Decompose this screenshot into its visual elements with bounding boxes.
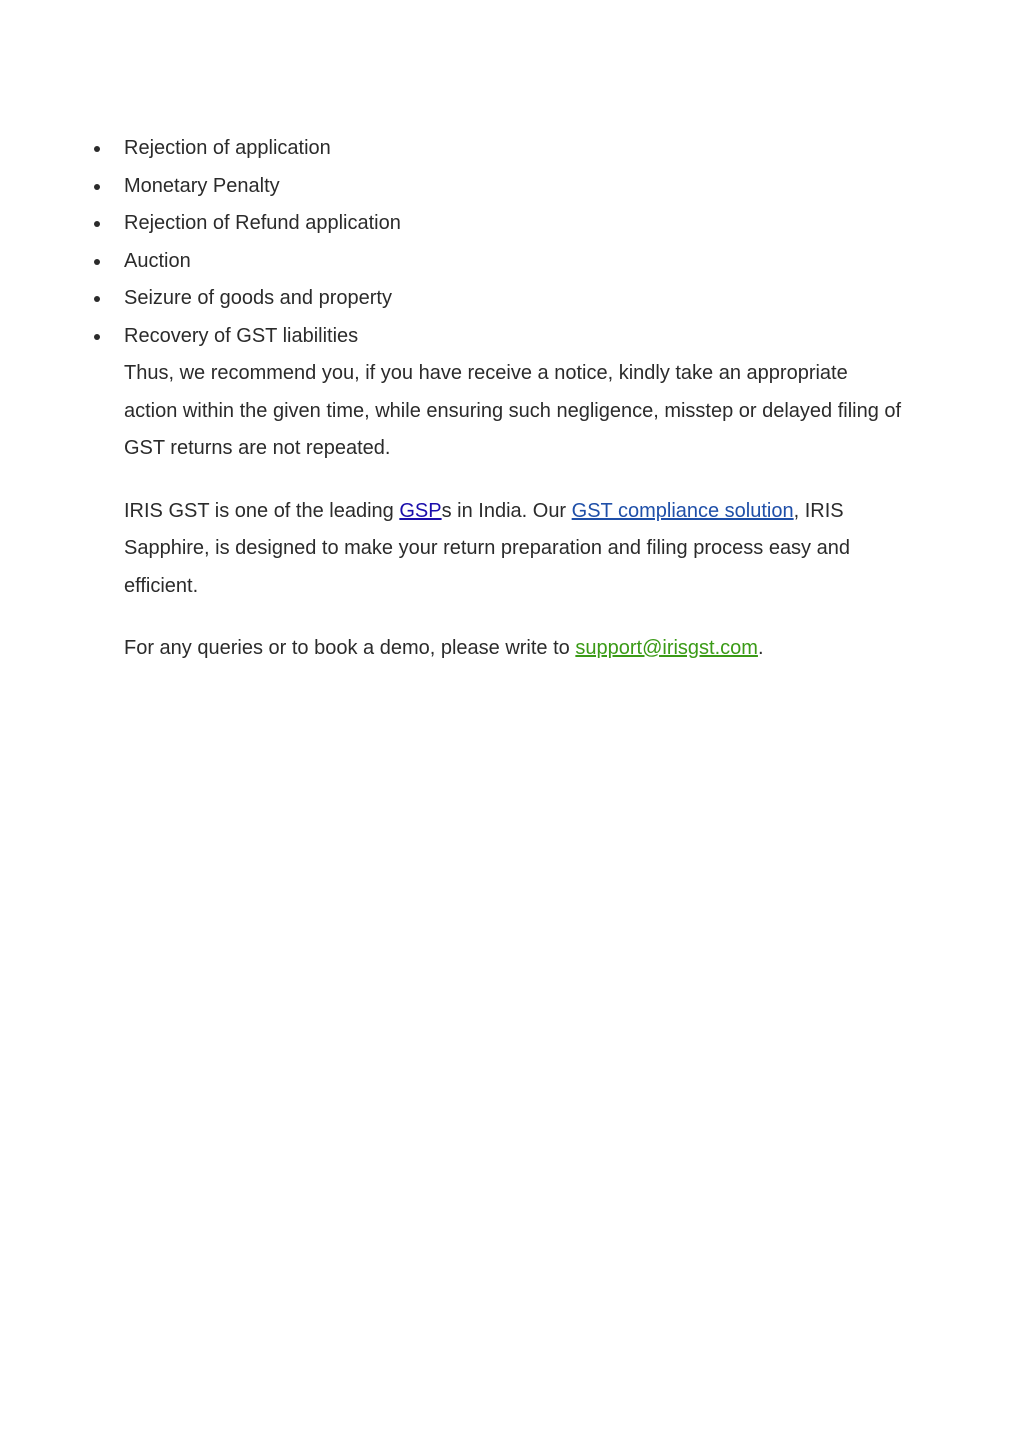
list-item-text: Seizure of goods and property: [124, 287, 392, 309]
list-item-text: Monetary Penalty: [124, 174, 280, 197]
list-item: [124, 168, 904, 206]
list-item-text: Auction: [124, 249, 191, 272]
gst-compliance-solution-link[interactable]: GST compliance solution: [571, 499, 794, 522]
iris-text-2: s in India. Our: [441, 499, 572, 522]
list-item: [124, 243, 904, 281]
support-email-link[interactable]: support@irisgst.com: [575, 637, 758, 659]
contact-text-2: .: [757, 637, 764, 659]
list-item-text: Recovery of GST liabilities: [124, 324, 359, 347]
list-item-text: Rejection of Refund application: [124, 212, 401, 234]
bullet-icon: [94, 296, 100, 302]
document-content: [124, 130, 904, 668]
iris-text-3: , IRIS Sapphire, is designed to make your return preparation and filing process easy and efficient.: [124, 499, 850, 597]
iris-text-1: IRIS GST is one of the leading: [124, 499, 400, 522]
bullet-icon: [94, 334, 100, 340]
bullet-icon: [94, 146, 100, 152]
contact-text-1: For any queries or to book a demo, please write to: [124, 637, 576, 659]
contact-paragraph: [124, 630, 904, 668]
list-item-text: Rejection of application: [124, 137, 331, 159]
consequence-list: [124, 130, 904, 355]
list-item: [124, 205, 904, 243]
bullet-icon: [94, 259, 100, 265]
list-item: [124, 318, 904, 356]
list-item: [124, 130, 904, 168]
bullet-icon: [94, 184, 100, 190]
iris-intro-paragraph: [124, 493, 904, 606]
recommendation-paragraph: Thus, we recommend you, if you have receive a notice, kindly take an appropriate action within the given time, while ensuring such negligence, misstep or delayed filing of GST returns are not repeated.: [124, 362, 902, 459]
gsp-link[interactable]: GSP: [399, 499, 442, 522]
list-item: [124, 280, 904, 318]
bullet-icon: [94, 221, 100, 227]
